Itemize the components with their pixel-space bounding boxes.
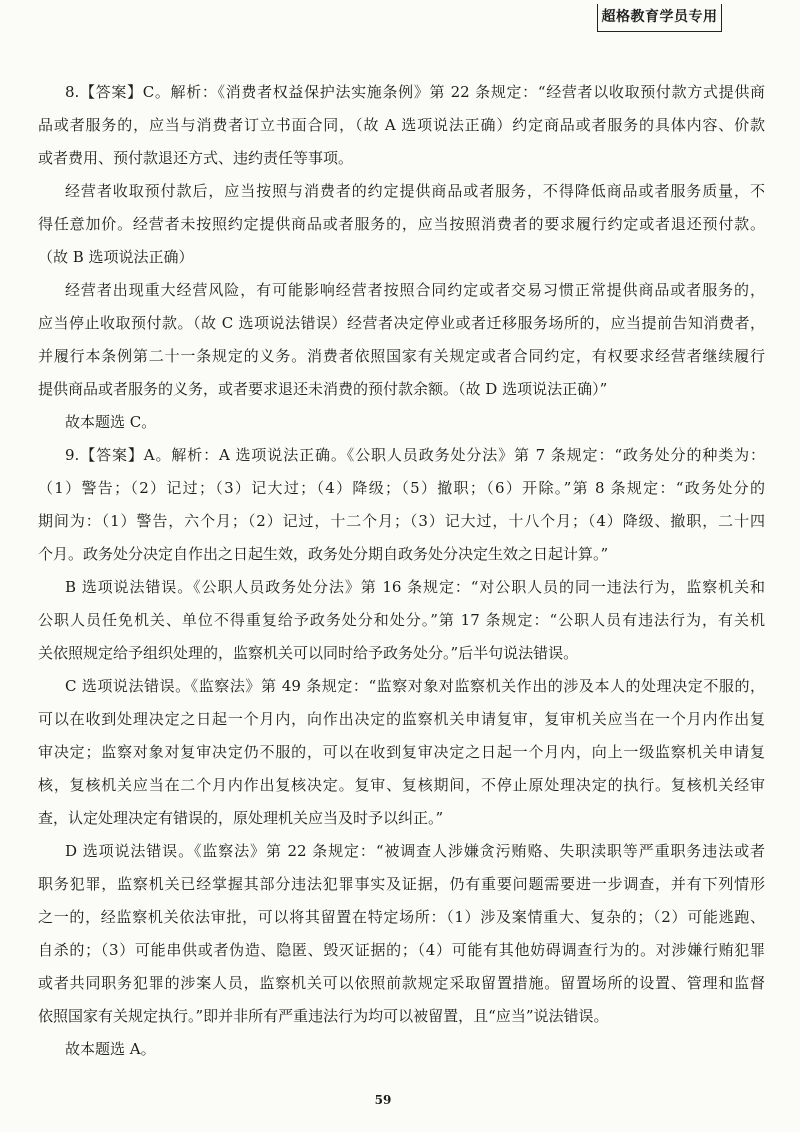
paragraph-q8-option-cd (38, 274, 765, 406)
text-line: 可以在收到处理决定之日起一个月内，向作出决定的监察机关申请复审，复审机关应当在一个月内作出复 (38, 710, 765, 728)
text-line: B 选项说法错误。《公职人员政务处分法》第 16 条规定：“对公职人员的同一违法行为，监察机关和 (65, 578, 765, 596)
text-line: D 选项说法错误。《监察法》第 22 条规定：“被调查人涉嫌贪污贿赂、失职渎职等严重职务违法或者 (65, 842, 765, 860)
text-line: 职务犯罪，监察机关已经掌握其部分违法犯罪事实及证据，仍有重要问题需要进一步调查，并有下列情形 (38, 875, 765, 893)
text-line: C 选项说法错误。《监察法》第 49 条规定：“监察对象对监察机关作出的涉及本人的处理决定不服的， (65, 677, 765, 695)
header-badge: 超格教育学员专用 (597, 4, 722, 32)
body-text (38, 76, 765, 1066)
text-line: 品或者服务的，应当与消费者订立书面合同，（故 A 选项说法正确）约定商品或者服务的具体内容、价款 (38, 116, 765, 134)
paragraph-q9-answer (38, 439, 765, 571)
paragraph-q9-option-c (38, 670, 765, 835)
text-line: 或者共同职务犯罪的涉案人员，监察机关可以依照前款规定采取留置措施。留置场所的设置、管理和监督 (38, 974, 765, 992)
text-line: 故本题选 A。 (65, 1040, 156, 1058)
text-line: 审决定；监察对象对复审决定仍不服的，可以在收到复审决定之日起一个月内，向上一级监察机关申请复 (38, 743, 765, 761)
text-line: 提供商品或者服务的义务，或者要求退还未消费的预付款余额。（故 D 选项说法正确）” (38, 380, 608, 398)
text-line: 故本题选 C。 (65, 413, 157, 431)
text-line: 经营者收取预付款后，应当按照与消费者的约定提供商品或者服务，不得降低商品或者服务质量，不 (65, 182, 765, 200)
text-line: 经营者出现重大经营风险，有可能影响经营者按照合同约定或者交易习惯正常提供商品或者服务的， (65, 281, 765, 299)
paragraph-q9-option-d (38, 835, 765, 1033)
text-line: （故 B 选项说法正确） (38, 248, 194, 266)
text-line: 期间为：（1）警告，六个月；（2）记过，十二个月；（3）记大过，十八个月；（4）降级、撤职，二十四 (38, 512, 765, 530)
paragraph-q9-option-b (38, 571, 765, 670)
text-line: 关依照规定给予组织处理的，监察机关可以同时给予政务处分。”后半句说法错误。 (38, 644, 579, 662)
text-line: 并履行本条例第二十一条规定的义务。消费者依照国家有关规定或者合同约定，有权要求经营者继续履行 (38, 347, 765, 365)
text-line: 查，认定处理决定有错误的，原处理机关应当及时予以纠正。” (38, 809, 444, 827)
text-line: （1）警告；（2）记过；（3）记大过；（4）降级；（5）撤职；（6）开除。”第 8 条规定：“政务处分的 (38, 479, 765, 497)
paragraph-q9-conclusion (38, 1033, 765, 1066)
text-line: 之一的，经监察机关依法审批，可以将其留置在特定场所：（1）涉及案情重大、复杂的；（2）可能逃跑、 (38, 908, 765, 926)
text-line: 或者费用、预付款退还方式、违约责任等事项。 (38, 149, 354, 167)
paragraph-q8-answer (38, 76, 765, 175)
paragraph-q8-conclusion (38, 406, 765, 439)
paragraph-q8-option-b (38, 175, 765, 274)
text-line: 个月。政务处分决定自作出之日起生效，政务处分期自政务处分决定生效之日起计算。” (38, 545, 609, 563)
text-line: 自杀的；（3）可能串供或者伪造、隐匿、毁灭证据的；（4）可能有其他妨碍调查行为的。对涉嫌行贿犯罪 (38, 941, 765, 959)
text-line: 9.【答案】A。解析：A 选项说法正确。《公职人员政务处分法》第 7 条规定：“政务处分的种类为： (65, 446, 765, 464)
page-number: 59 (374, 1093, 392, 1107)
text-line: 8.【答案】C。解析：《消费者权益保护法实施条例》第 22 条规定：“经营者以收取预付款方式提供商 (65, 83, 765, 101)
text-line: 应当停止收取预付款。（故 C 选项说法错误）经营者决定停业或者迁移服务场所的，应当提前告知消费者， (38, 314, 765, 332)
text-line: 核，复核机关应当在二个月内作出复核决定。复审、复核期间，不停止原处理决定的执行。复核机关经审 (38, 776, 765, 794)
text-line: 公职人员任免机关、单位不得重复给予政务处分和处分。”第 17 条规定：“公职人员有违法行为，有关机 (38, 611, 765, 629)
text-line: 得任意加价。经营者未按照约定提供商品或者服务的，应当按照消费者的要求履行约定或者退还预付款。 (38, 215, 765, 233)
text-line: 依照国家有关规定执行。”即并非所有严重违法行为均可以被留置，且“应当”说法错误。 (38, 1007, 609, 1025)
